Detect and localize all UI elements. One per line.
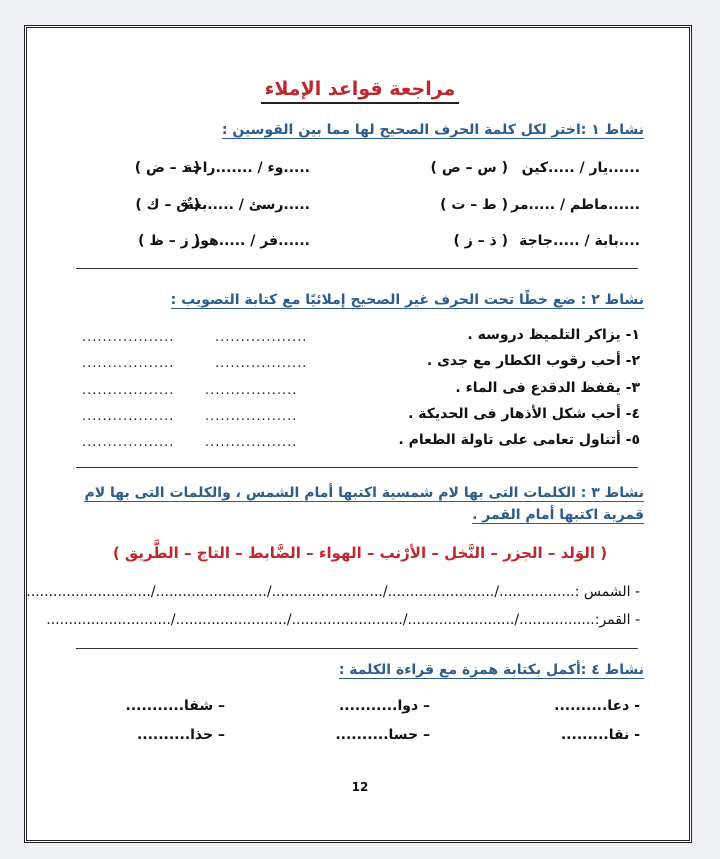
- a2-sentence-1: ١- يزاكر التلميظ دروسه .: [467, 327, 640, 343]
- a1-row2-left-choice: ( ق – ك ): [135, 197, 200, 213]
- a1-row1-left-word: .....وء / .......راجة: [184, 160, 310, 176]
- a2-sentence-4: ٤- أحب شكل الأذهار فى الحديكة .: [408, 406, 640, 422]
- a1-row3-left-choice: ( ز – ظ ): [138, 233, 200, 249]
- a4-word-2: – دوا...........: [338, 698, 430, 714]
- a4-word-1: - دعا..........: [554, 698, 640, 714]
- a1-row1-right-word: ......يار / .....كين: [521, 160, 640, 176]
- page-title: مراجعة قواعد الإملاء: [0, 78, 720, 100]
- a2-sentence-2: ٢- أحب رقوب الكطار مع جدى .: [426, 353, 640, 369]
- a2-sentence-3: ٣- يقفظ الدقدع فى الماء .: [455, 380, 640, 396]
- divider: [76, 648, 638, 649]
- sun-answer-line: - الشمس :................./......................../........................./........................./............................: [26, 584, 640, 600]
- a4-word-3: – شفا...........: [125, 698, 225, 714]
- divider: [76, 268, 638, 269]
- a1-row1-right-choice: ( س – ص ): [430, 160, 508, 176]
- a2-answer-blank: ..................: [82, 409, 175, 424]
- a1-row3-right-word: ....بابة / .....جاجة: [519, 233, 640, 249]
- a2-answer-blank: ..................: [82, 435, 175, 450]
- a2-answer-blank: ..................: [215, 356, 308, 371]
- activity-2-heading: نشاط ٢ : ضع خطًا تحت الحرف غير الصحيح إملائيًا مع كتابة التصويب :: [170, 292, 644, 308]
- a1-row2-right-word: ......ماطم / .....مر: [511, 197, 640, 213]
- a2-answer-blank: ..................: [82, 356, 175, 371]
- a1-row1-left-choice: ( د – ض ): [134, 160, 200, 176]
- activity-4-heading: نشاط ٤ :أكمل بكتابة همزة مع قراءة الكلمة :: [338, 662, 644, 678]
- a4-word-5: – حسا..........: [335, 727, 430, 743]
- a2-answer-blank: ..................: [205, 383, 298, 398]
- a2-answer-blank: ..................: [215, 330, 308, 345]
- a2-answer-blank: ..................: [82, 330, 175, 345]
- a2-answer-blank: ..................: [82, 383, 175, 398]
- a2-answer-blank: ..................: [205, 435, 298, 450]
- activity-3-heading: نشاط ٣ : الكلمات التى بها لام شمسية اكتبها أمام الشمس ، والكلمات التى بها لام قمرية اكتبها أمام القمر .: [84, 485, 644, 523]
- a2-sentence-5: ٥- أتناول تعامى على تاولة الطعام .: [398, 432, 640, 448]
- divider: [76, 467, 638, 468]
- word-bank: ( الوَلد – الجزر – النَّخل – الأرْنب – الهواء – الضَّابط – التاج – الطَّريق ): [112, 544, 608, 562]
- moon-answer-line: - القمر:................./......................../........................./........................./............................: [46, 612, 640, 628]
- activity-1-heading: نشاط ١ :اختر لكل كلمة الحرف الصحيح لها مما بين القوسين :: [221, 122, 644, 138]
- a1-row3-right-choice: ( ذ – ز ): [453, 233, 508, 249]
- page-number: 12: [351, 780, 369, 794]
- a1-row3-left-word: ......فر / .....هور: [192, 233, 310, 249]
- a2-answer-blank: ..................: [205, 409, 298, 424]
- a1-row2-left-word: .....رسئ / .....بعةٌ: [185, 197, 310, 213]
- a4-word-4: - نقا.........: [560, 727, 640, 743]
- a4-word-6: – حذا..........: [136, 727, 225, 743]
- a1-row2-right-choice: ( ط – ت ): [440, 197, 508, 213]
